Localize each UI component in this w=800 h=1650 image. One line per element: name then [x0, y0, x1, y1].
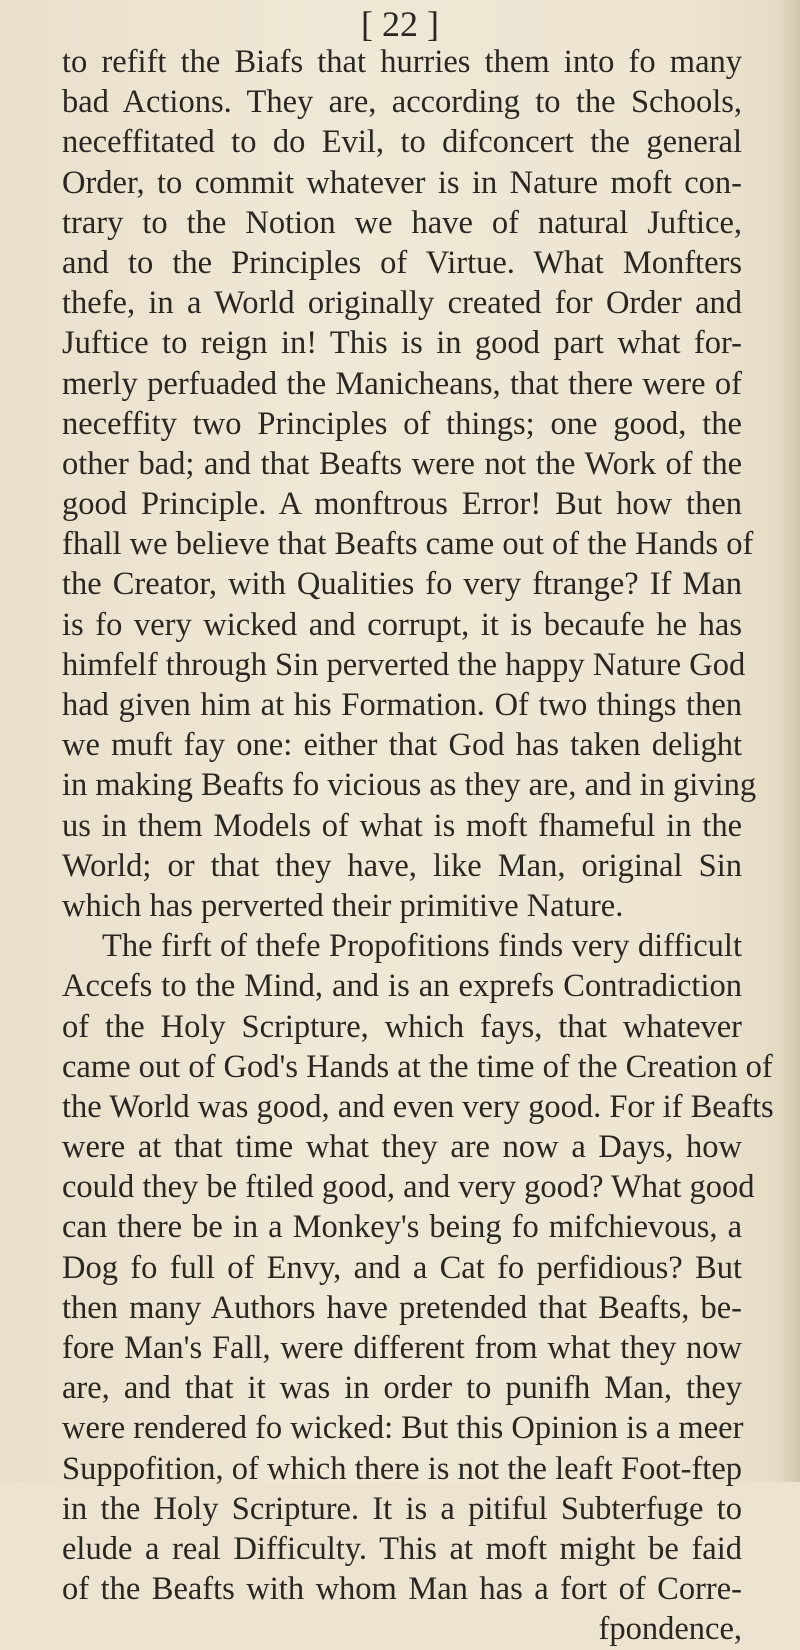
- text-line: in the Holy Scripture. It is a pitiful Subterfuge to: [62, 1490, 742, 1527]
- text-line: the World was good, and even very good. For if Beafts: [62, 1088, 774, 1125]
- text-line: had given him at his Formation. Of two things then: [62, 687, 742, 723]
- text-line: fpondence,: [598, 1611, 742, 1648]
- text-line: could they be ftiled good, and very good? What good: [62, 1169, 755, 1206]
- text-line: World; or that they have, like Man, original Sin: [62, 847, 742, 884]
- text-line: bad Actions. They are, according to the Schools,: [62, 84, 742, 121]
- text-line: we muft fay one: either that God has taken delight: [62, 727, 742, 764]
- text-line: fhall we believe that Beafts came out of the Hands of: [62, 526, 754, 563]
- text-line: Juftice to reign in! This is in good part what for-: [62, 325, 742, 362]
- text-line: trary to the Notion we have of natural Juftice,: [62, 204, 742, 241]
- text-line: good Principle. A monftrous Error! But how then: [62, 486, 742, 523]
- text-line: elude a real Difficulty. This at moft might be faid: [62, 1530, 742, 1567]
- text-line: merly perfuaded the Manicheans, that there were of: [62, 365, 742, 402]
- text-line: neceffitated to do Evil, to difconcert the general: [62, 124, 742, 161]
- text-line: The firft of thefe Propofitions finds very difficult: [102, 928, 742, 965]
- text-line: Order, to commit whatever is in Nature moft con-: [62, 164, 742, 201]
- text-line: the Creator, with Qualities fo very ftrange? If Man: [62, 566, 742, 603]
- text-line: fore Man's Fall, were different from what they now: [62, 1330, 742, 1366]
- text-line: were rendered fo wicked: But this Opinion is a meer: [62, 1410, 744, 1447]
- body-text: [62, 42, 774, 1650]
- text-line: himfelf through Sin perverted the happy Nature God: [62, 646, 746, 683]
- text-line: other bad; and that Beafts were not the Work of the: [62, 445, 742, 482]
- text-line: is fo very wicked and corrupt, it is becaufe he has: [62, 606, 742, 643]
- text-line: Dog fo full of Envy, and a Cat fo perfidious? But: [62, 1249, 742, 1286]
- text-line: of the Beafts with whom Man has a fort of Corre-: [62, 1571, 742, 1608]
- text-line: can there be in a Monkey's being fo mifchievous, a: [62, 1209, 742, 1246]
- text-line: neceffity two Principles of things; one good, the: [62, 405, 742, 442]
- text-line: then many Authors have pretended that Beafts, be-: [62, 1289, 742, 1326]
- text-line: are, and that it was in order to punifh Man, they: [62, 1370, 742, 1407]
- text-line: in making Beafts fo vicious as they are, and in giving: [62, 767, 757, 804]
- text-line: which has perverted their primitive Nature.: [62, 887, 624, 924]
- text-line: Accefs to the Mind, and is an exprefs Contradiction: [62, 968, 742, 1005]
- text-line: Suppofition, of which there is not the leaft Foot-ftep: [62, 1450, 742, 1487]
- page-edge-shadow: [778, 0, 800, 1482]
- page-number: [ 22 ]: [361, 4, 439, 44]
- text-line: us in them Models of what is moft fhameful in the: [62, 807, 742, 844]
- text-line: were at that time what they are now a Days, how: [62, 1129, 742, 1166]
- text-line: came out of God's Hands at the time of the Creation of: [62, 1048, 773, 1085]
- text-line: thefe, in a World originally created for Order and: [62, 285, 742, 322]
- text-line: and to the Principles of Virtue. What Monfters: [62, 244, 742, 281]
- text-line: to refift the Biafs that hurries them into fo many: [62, 44, 742, 80]
- text-line: of the Holy Scripture, which fays, that whatever: [62, 1008, 742, 1045]
